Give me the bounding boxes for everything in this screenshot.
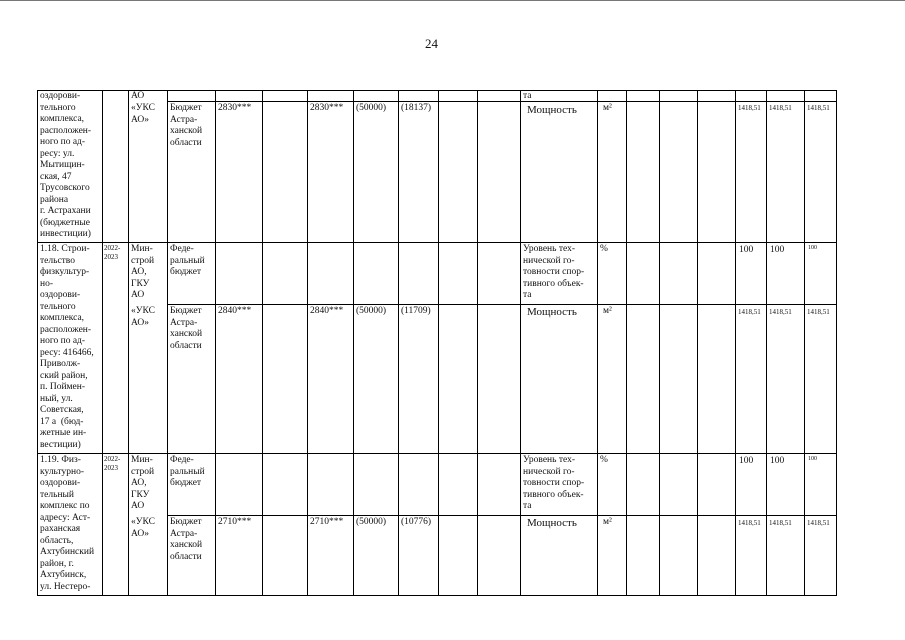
table-border (37, 242, 837, 243)
funding-source: Бюджет Астра- ханской области (170, 103, 203, 148)
indicator-value: 1418,51 (807, 104, 830, 112)
indicator-value: 1418,51 (807, 519, 830, 527)
executor-name: Мин- строй АО, ГКУ АО (131, 455, 155, 511)
executor-name-continued: «УКС АО» (131, 517, 155, 539)
amount-period-1: (50000) (356, 103, 387, 113)
indicator-value: 100 (739, 456, 754, 466)
table-border (626, 90, 627, 595)
indicator-unit: м² (603, 306, 612, 316)
executor-name-continued: «УКС АО» (131, 306, 155, 328)
table-border (37, 90, 837, 91)
table-border (766, 90, 767, 595)
amount-period-2: (10776) (401, 517, 432, 527)
table-border (735, 90, 736, 595)
table-border (37, 90, 38, 595)
indicator-value: 100 (808, 456, 817, 462)
executor-name: АО (131, 91, 145, 101)
indicator-unit: м² (603, 103, 612, 113)
indicator-value: 1418,51 (738, 519, 761, 527)
funding-source: Бюджет Астра- ханской области (170, 517, 203, 562)
top-rule (0, 0, 905, 1)
indicator-unit: м² (603, 517, 612, 527)
table-border (804, 90, 805, 595)
table-border (307, 90, 308, 595)
amount-total: 2840*** (218, 306, 252, 316)
table-border (659, 90, 660, 595)
indicator-value: 100 (808, 245, 817, 251)
funding-source: Бюджет Астра- ханской области (170, 306, 203, 351)
table-border (836, 90, 837, 595)
implementation-years: 2022- 2023 (104, 455, 121, 472)
object-name: 1.18. Строи- тельство физкультур- но- оздорови- тельного комплекса, расположен- ного по ад- ресу: 416466, Приволж- ский район, п. Поймен- ный, ул. Советская, 17 а (бюд- жетные ин- вестиции) (40, 244, 94, 450)
table-border (597, 90, 598, 595)
indicator-value: 1418,51 (769, 519, 792, 527)
amount-period-1: (50000) (356, 517, 387, 527)
amount-year: 2840*** (310, 306, 344, 316)
object-name: 1.19. Физ- культурно- оздорови- тельный комплекс по адресу: Аст- раханская область, Ахтубинский район, г. Ахтубинск, ул. Нестеро- (40, 455, 95, 592)
table-border (37, 453, 837, 454)
table-border (262, 90, 263, 595)
object-name: оздорови- тельного комплекса, расположен- ного по ад- ресу: ул. Мытищин- ская, 47 Трусовского района г. Астрахани (бюджетные инвестиции) (40, 91, 92, 239)
table-border (167, 304, 837, 305)
funding-source: Феде- ральный бюджет (170, 455, 205, 488)
table-border (102, 90, 103, 595)
indicator-unit: % (600, 455, 608, 465)
indicator-value: 1418,51 (738, 308, 761, 316)
amount-period-1: (50000) (356, 306, 387, 316)
implementation-years: 2022- 2023 (104, 244, 121, 261)
amount-year: 2830*** (310, 103, 344, 113)
indicator-value: 1418,51 (807, 308, 830, 316)
executor-name: Мин- строй АО, ГКУ АО (131, 244, 155, 300)
funding-source: Феде- ральный бюджет (170, 244, 205, 277)
executor-name-continued: «УКС АО» (131, 103, 155, 125)
table-border (128, 90, 129, 595)
table-border (477, 90, 478, 595)
table-border (697, 90, 698, 595)
indicator-value: 100 (770, 456, 785, 466)
page-number: 24 (425, 36, 438, 51)
indicator-value: 1418,51 (769, 308, 792, 316)
indicator-value: 1418,51 (769, 104, 792, 112)
indicator-unit: % (600, 244, 608, 254)
amount-total: 2830*** (218, 103, 252, 113)
indicator-name: Мощность (527, 306, 577, 318)
table-border (167, 101, 837, 102)
amount-year: 2710*** (310, 517, 344, 527)
table-border (353, 90, 354, 595)
indicator-value: 1418,51 (738, 104, 761, 112)
table-border (167, 90, 168, 595)
amount-period-2: (18137) (401, 103, 432, 113)
indicator-name: Уровень тех- нической го- товности спор- тивного объек- та (523, 244, 585, 300)
indicator-name: Мощность (527, 517, 577, 529)
amount-period-2: (11709) (401, 306, 431, 316)
table-border (438, 90, 439, 595)
indicator-name: та (523, 91, 532, 101)
indicator-value: 100 (739, 245, 754, 255)
indicator-name: Уровень тех- нической го- товности спор- тивного объек- та (523, 455, 585, 511)
indicator-value: 100 (770, 245, 785, 255)
table-border (520, 90, 521, 595)
indicator-name: Мощность (527, 104, 577, 116)
table-border (215, 90, 216, 595)
amount-total: 2710*** (218, 517, 252, 527)
table-border (37, 595, 837, 596)
table-border (398, 90, 399, 595)
table-border (167, 515, 837, 516)
